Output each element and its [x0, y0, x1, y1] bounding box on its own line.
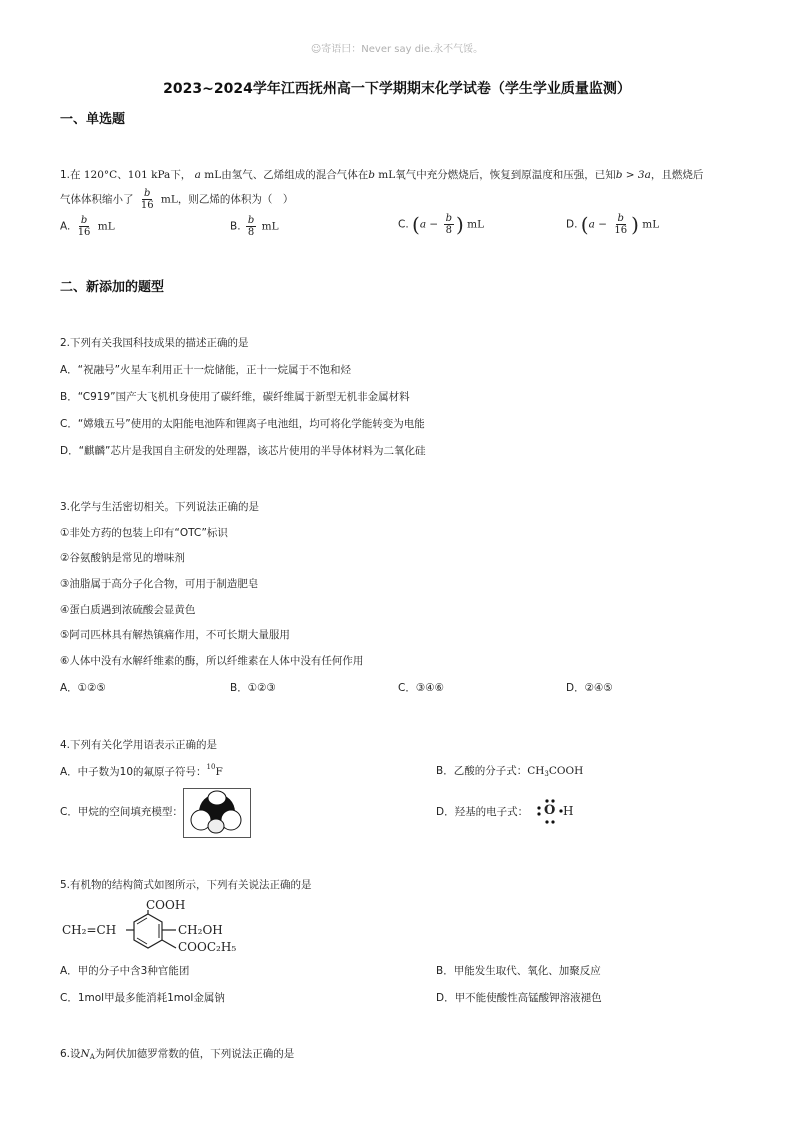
q3-statement-2: ②谷氨酸钠是常见的增味剂 [60, 552, 185, 564]
header-note: ☺寄语曰：Never say die.永不气馁。 [310, 44, 484, 55]
q2-option-a[interactable]: A．“祝融号”火星车利用正十一烷储能，正十一烷属于不饱和烃 [60, 364, 352, 376]
q1-option-b[interactable]: B. $\frac{b}{8}$ mL [230, 215, 279, 238]
q3-statement-6: ⑥人体中没有水解纤维素的酶，所以纤维素在人体中没有任何作用 [60, 655, 364, 667]
q1-option-c[interactable]: C. (a − $\frac{b}{8}$ ) mL [398, 212, 485, 237]
q5-option-d[interactable]: D．甲不能使酸性高锰酸钾溶液褪色 [436, 992, 602, 1004]
q5-option-b[interactable]: B．甲能发生取代、氧化、加聚反应 [436, 965, 601, 977]
structural-formula: COOH CH₂=CH CH₂OH COOC₂H₅ [60, 896, 260, 960]
q3-option-b[interactable]: B．①②③ [230, 682, 276, 694]
question-1-line-2: 气体体积缩小了 $\frac{b}{16}$ mL，则乙烯的体积为（ ） [60, 188, 294, 211]
question-3-stem: 3.化学与生活密切相关。下列说法正确的是 [60, 501, 260, 513]
q3-statement-5: ⑤阿司匹林具有解热镇痛作用，不可长期大量服用 [60, 629, 290, 641]
q2-option-b[interactable]: B．“C919”国产大飞机机身使用了碳纤维，碳纤维属于新型无机非金属材料 [60, 391, 410, 403]
q1-option-a[interactable]: A. $\frac{b}{16}$ mL [60, 215, 115, 238]
q2-option-c[interactable]: C．“嫦娥五号”使用的太阳能电池阵和锂离子电池组，均可将化学能转变为电能 [60, 418, 425, 430]
question-4-stem: 4.下列有关化学用语表示正确的是 [60, 739, 218, 751]
q4-option-d[interactable]: D．羟基的电子式： [436, 806, 529, 818]
q4-option-c[interactable]: C．甲烷的空间填充模型： [60, 806, 183, 818]
q4-option-b[interactable]: B．乙酸的分子式：$CH_3COOH$ [436, 765, 584, 778]
q3-statement-1: ①非处方药的包装上印有“OTC”标识 [60, 527, 228, 539]
benzene-ring [60, 896, 260, 960]
fraction: $\frac{b}{16}$ [140, 188, 154, 211]
q3-statement-4: ④蛋白质遇到浓硫酸会显黄色 [60, 604, 196, 616]
q2-option-d[interactable]: D．“麒麟”芯片是我国自主研发的处理器，该芯片使用的半导体材料为二氧化硅 [60, 445, 426, 457]
q3-option-d[interactable]: D．②④⑤ [566, 682, 613, 694]
section-heading-single-choice: 一、单选题 [60, 112, 126, 127]
hydroxyl-electron-dot-formula: O H [534, 797, 582, 825]
electron-dots [534, 797, 564, 825]
question-5-stem: 5.有机物的结构简式如图所示，下列有关说法正确的是 [60, 879, 312, 891]
q3-option-a[interactable]: A．①②⑤ [60, 682, 106, 694]
q3-option-c[interactable]: C．③④⑥ [398, 682, 445, 694]
q4-option-a[interactable]: A．中子数为10的氟原子符号：$^{10}$F [60, 763, 223, 778]
question-1-line-1: 1.在 120°C、101 kPa下， a mL由氢气、乙烯组成的混合气体在b mL氧气中充分燃烧后，恢复到原温度和压强，已知b > 3a，且燃烧后 [60, 169, 704, 181]
question-6-stem: 6.设$N_A$为阿伏加德罗常数的值，下列说法正确的是 [60, 1048, 295, 1061]
q5-option-a[interactable]: A．甲的分子中含3种官能团 [60, 965, 190, 977]
q5-option-c[interactable]: C．1mol甲最多能消耗1mol金属钠 [60, 992, 225, 1004]
question-2-stem: 2.下列有关我国科技成果的描述正确的是 [60, 337, 249, 349]
page-title: 2023~2024学年江西抚州高一下学期期末化学试卷（学生学业质量监测） [163, 81, 631, 97]
section-heading-new-question-types: 二、新添加的题型 [60, 280, 165, 295]
q3-statement-3: ③油脂属于高分子化合物，可用于制造肥皂 [60, 578, 259, 590]
q1-option-d[interactable]: D. (a − $\frac{b}{16}$ ) mL [566, 212, 660, 237]
methane-space-filling-model [183, 788, 251, 838]
